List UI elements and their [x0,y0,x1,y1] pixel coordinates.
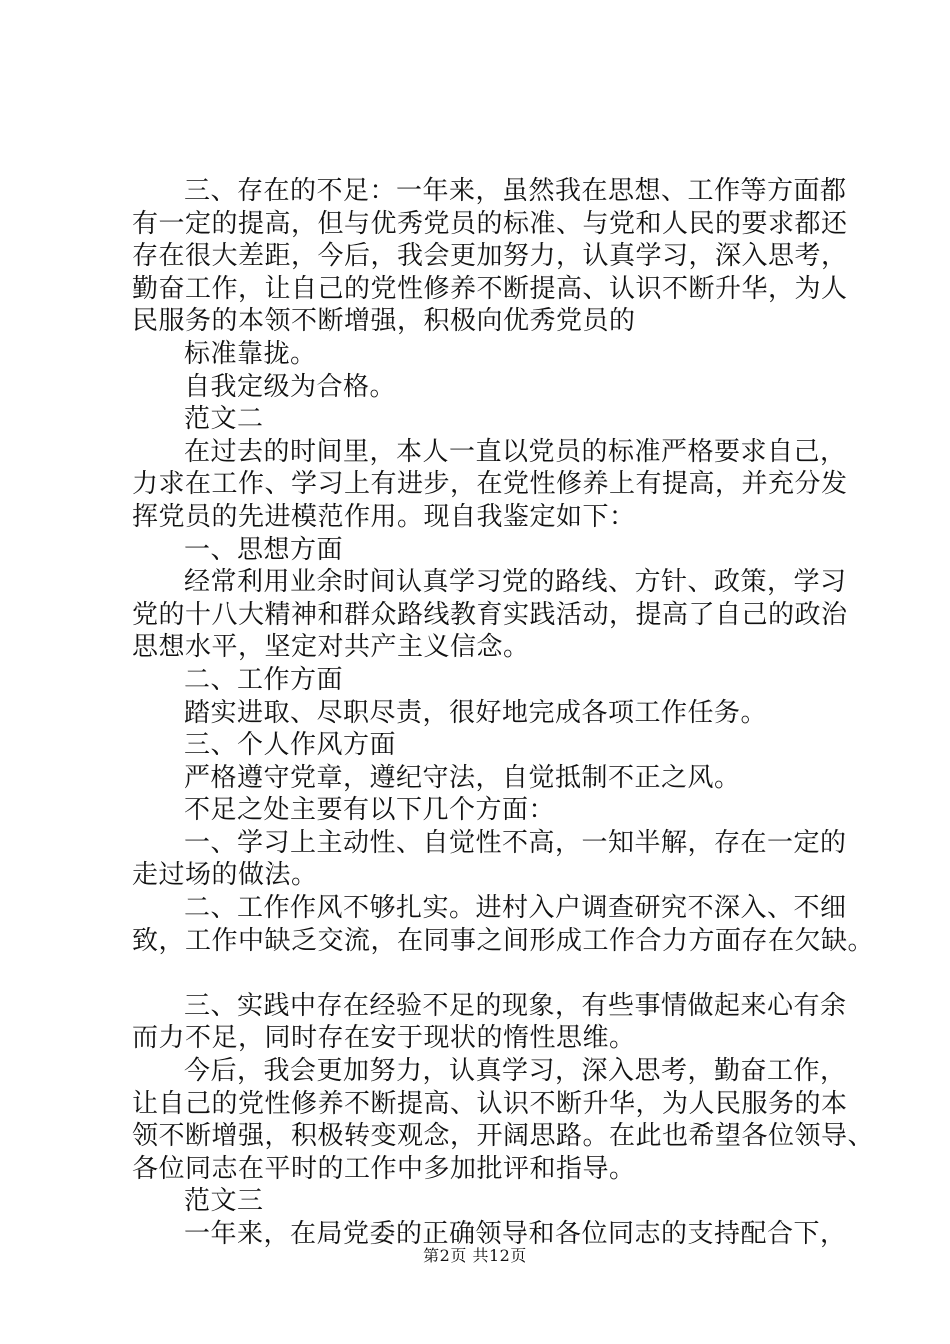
section-heading: 范文三 [184,1186,264,1217]
paragraph-line: 党的十八大精神和群众路线教育实践活动，提高了自己的政治 [132,599,848,630]
paragraph-line: 标准靠拢。 [184,338,317,369]
subsection-heading: 三、个人作风方面 [184,730,397,761]
paragraph-line: 走过场的做法。 [132,860,318,891]
blank-line [132,957,832,990]
page-number-label: 第2页 共12页 [423,1246,527,1265]
paragraph-line: 存在很大差距，今后，我会更加努力，认真学习，深入思考， [132,241,848,272]
paragraph-line: 不足之处主要有以下几个方面： [184,795,556,826]
paragraph-line: 严格遵守党章，遵纪守法，自觉抵制不正之风。 [184,762,741,793]
paragraph-line: 勤奋工作，让自己的党性修养不断提高、认识不断升华，为人 [132,273,848,304]
paragraph-line: 踏实进取、尽职尽责，很好地完成各项工作任务。 [184,697,768,728]
paragraph-line: 而力不足，同时存在安于现状的惰性思维。 [132,1023,636,1054]
paragraph-line: 力求在工作、学习上有进步，在党性修养上有提高，并充分发 [132,469,848,500]
paragraph-line: 经常利用业余时间认真学习党的路线、方针、政策，学习 [184,567,847,598]
subsection-heading: 一、思想方面 [184,534,344,565]
paragraph-line: 各位同志在平时的工作中多加批评和指导。 [132,1153,636,1184]
page-footer [0,1243,950,1266]
paragraph-line: 今后，我会更加努力，认真学习，深入思考，勤奋工作， [184,1056,847,1087]
paragraph-line: 在过去的时间里，本人一直以党员的标准严格要求自己， [184,436,847,467]
paragraph-line: 领不断增强，积极转变观念，开阔思路。在此也希望各位领导、 [132,1121,875,1152]
paragraph-line: 三、存在的不足：一年来，虽然我在思想、工作等方面都 [184,176,847,206]
section-heading: 范文二 [184,404,264,435]
paragraph-line: 一年来，在局党委的正确领导和各位同志的支持配合下， [184,1219,847,1249]
document-body [132,175,875,1251]
paragraph-line: 有一定的提高，但与优秀党员的标准、与党和人民的要求都还 [132,208,848,239]
paragraph-line: 一、学习上主动性、自觉性不高，一知半解，存在一定的 [184,827,847,858]
paragraph-line: 民服务的本领不断增强，积极向优秀党员的 [132,306,636,337]
paragraph-line: 三、实践中存在经验不足的现象，有些事情做起来心有余 [184,990,847,1021]
paragraph-line: 思想水平，坚定对共产主义信念。 [132,632,530,663]
paragraph-line: 让自己的党性修养不断提高、认识不断升华，为人民服务的本 [132,1088,848,1119]
subsection-heading: 二、工作方面 [184,664,344,695]
paragraph-line: 挥党员的先进模范作用。现自我鉴定如下： [132,501,636,532]
paragraph-line: 自我定级为合格。 [184,371,397,402]
paragraph-line: 致，工作中缺乏交流，在同事之间形成工作合力方面存在欠缺。 [132,925,875,956]
paragraph-line: 二、工作作风不够扎实。进村入户调查研究不深入、不细 [184,893,847,924]
